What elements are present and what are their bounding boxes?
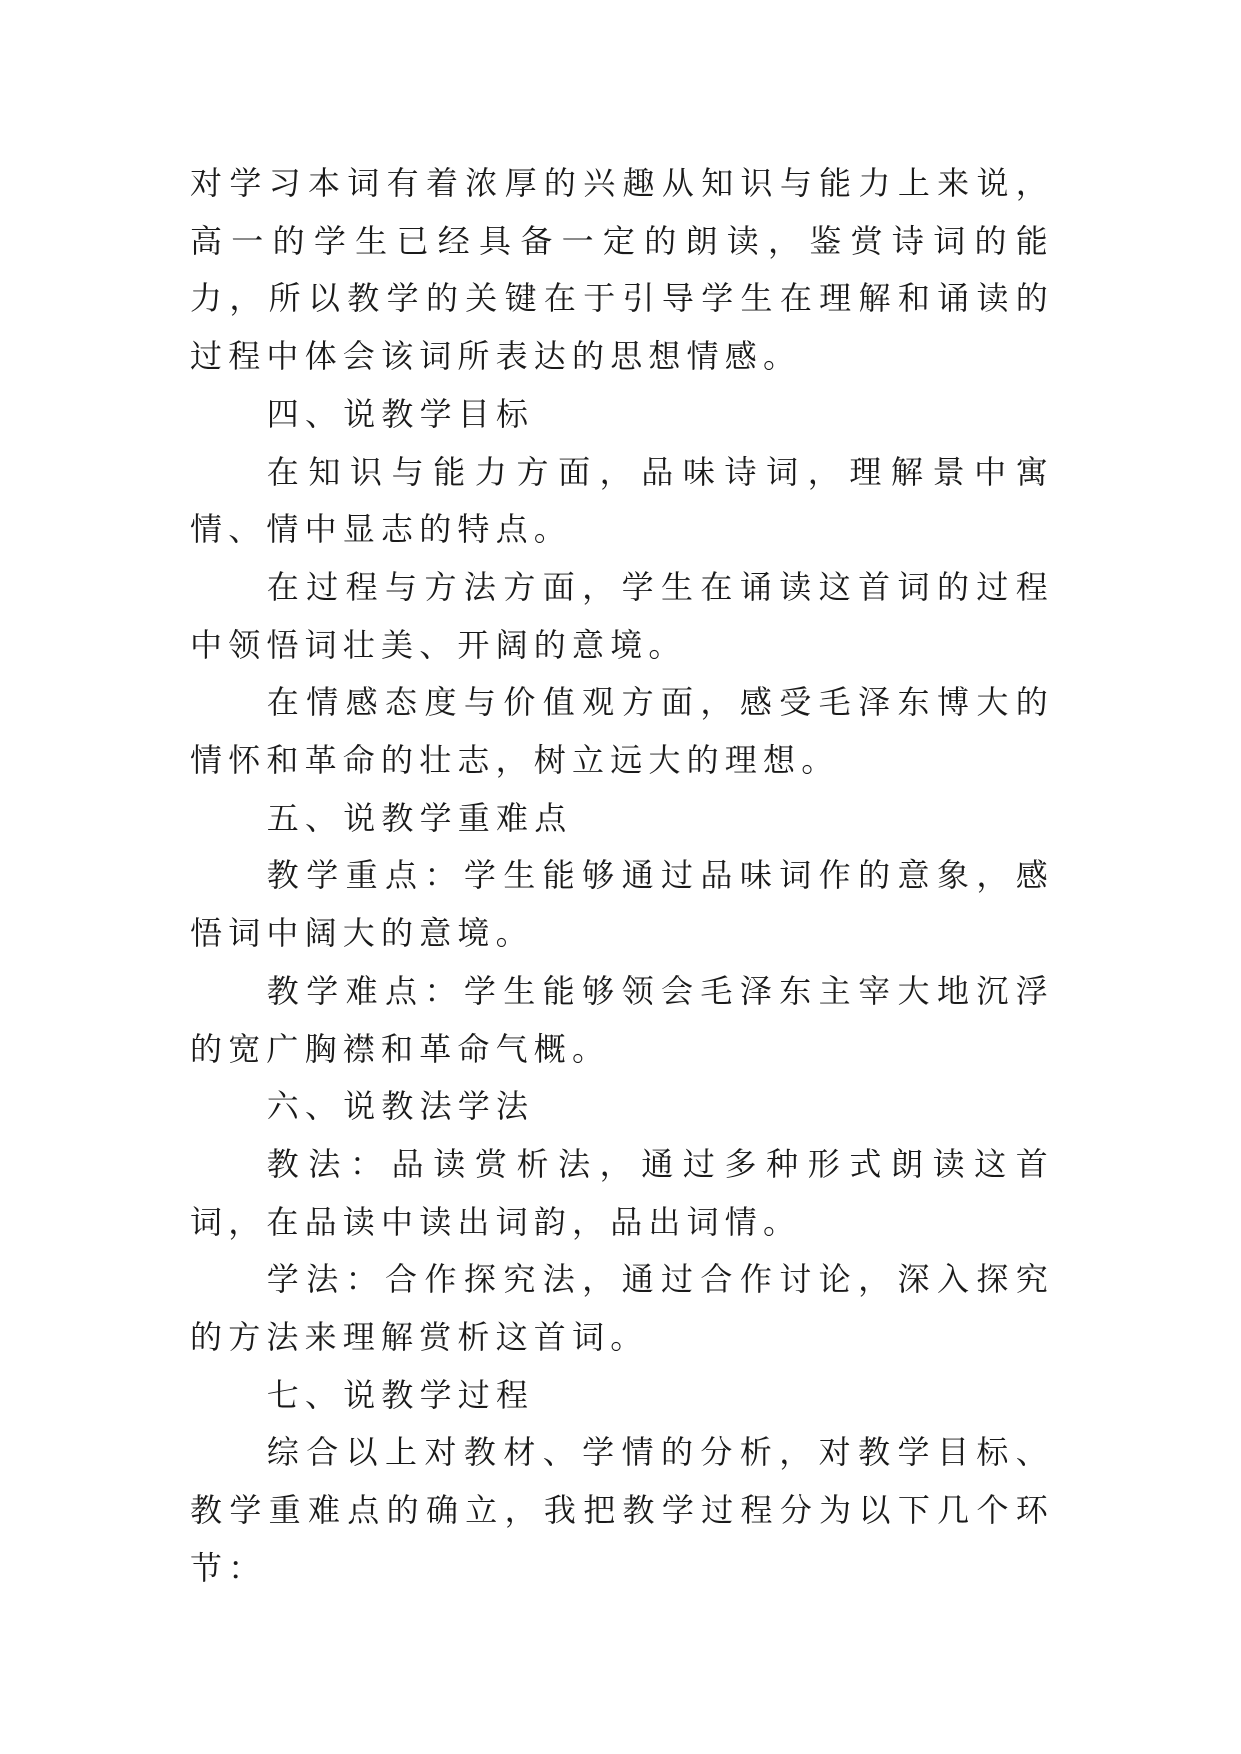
body-paragraph: 教学难点：学生能够领会毛泽东主宰大地沉浮的宽广胸襟和革命气概。 [190, 971, 1054, 1068]
body-paragraph: 在知识与能力方面，品味诗词，理解景中寓情、情中显志的特点。 [190, 452, 1054, 549]
body-paragraph: 在情感态度与价值观方面，感受毛泽东博大的情怀和革命的壮志，树立远大的理想。 [190, 683, 1054, 780]
body-paragraph-continuation: 对学习本词有着浓厚的兴趣从知识与能力上来说，高一的学生已经具备一定的朗读，鉴赏诗词的能力，所以教学的关键在于引导学生在理解和诵读的过程中体会该词所表达的思想情感。 [190, 164, 1054, 376]
section-heading-methods: 六、说教法学法 [266, 1087, 535, 1126]
section-heading-teaching-objectives: 四、说教学目标 [266, 394, 535, 433]
body-paragraph: 综合以上对教材、学情的分析，对教学目标、教学重难点的确立，我把教学过程分为以下几个环节： [190, 1433, 1054, 1587]
body-paragraph: 学法：合作探究法，通过合作讨论，深入探究的方法来理解赏析这首词。 [190, 1260, 1054, 1357]
section-heading-teaching-process: 七、说教学过程 [266, 1375, 535, 1414]
body-paragraph: 教学重点：学生能够通过品味词作的意象，感悟词中阔大的意境。 [190, 856, 1054, 953]
document-body [190, 155, 1054, 1598]
section-heading-key-points: 五、说教学重难点 [266, 798, 573, 837]
body-paragraph: 教法：品读赏析法，通过多种形式朗读这首词，在品读中读出词韵，品出词情。 [190, 1144, 1054, 1241]
body-paragraph: 在过程与方法方面，学生在诵读这首词的过程中领悟词壮美、开阔的意境。 [190, 567, 1054, 664]
